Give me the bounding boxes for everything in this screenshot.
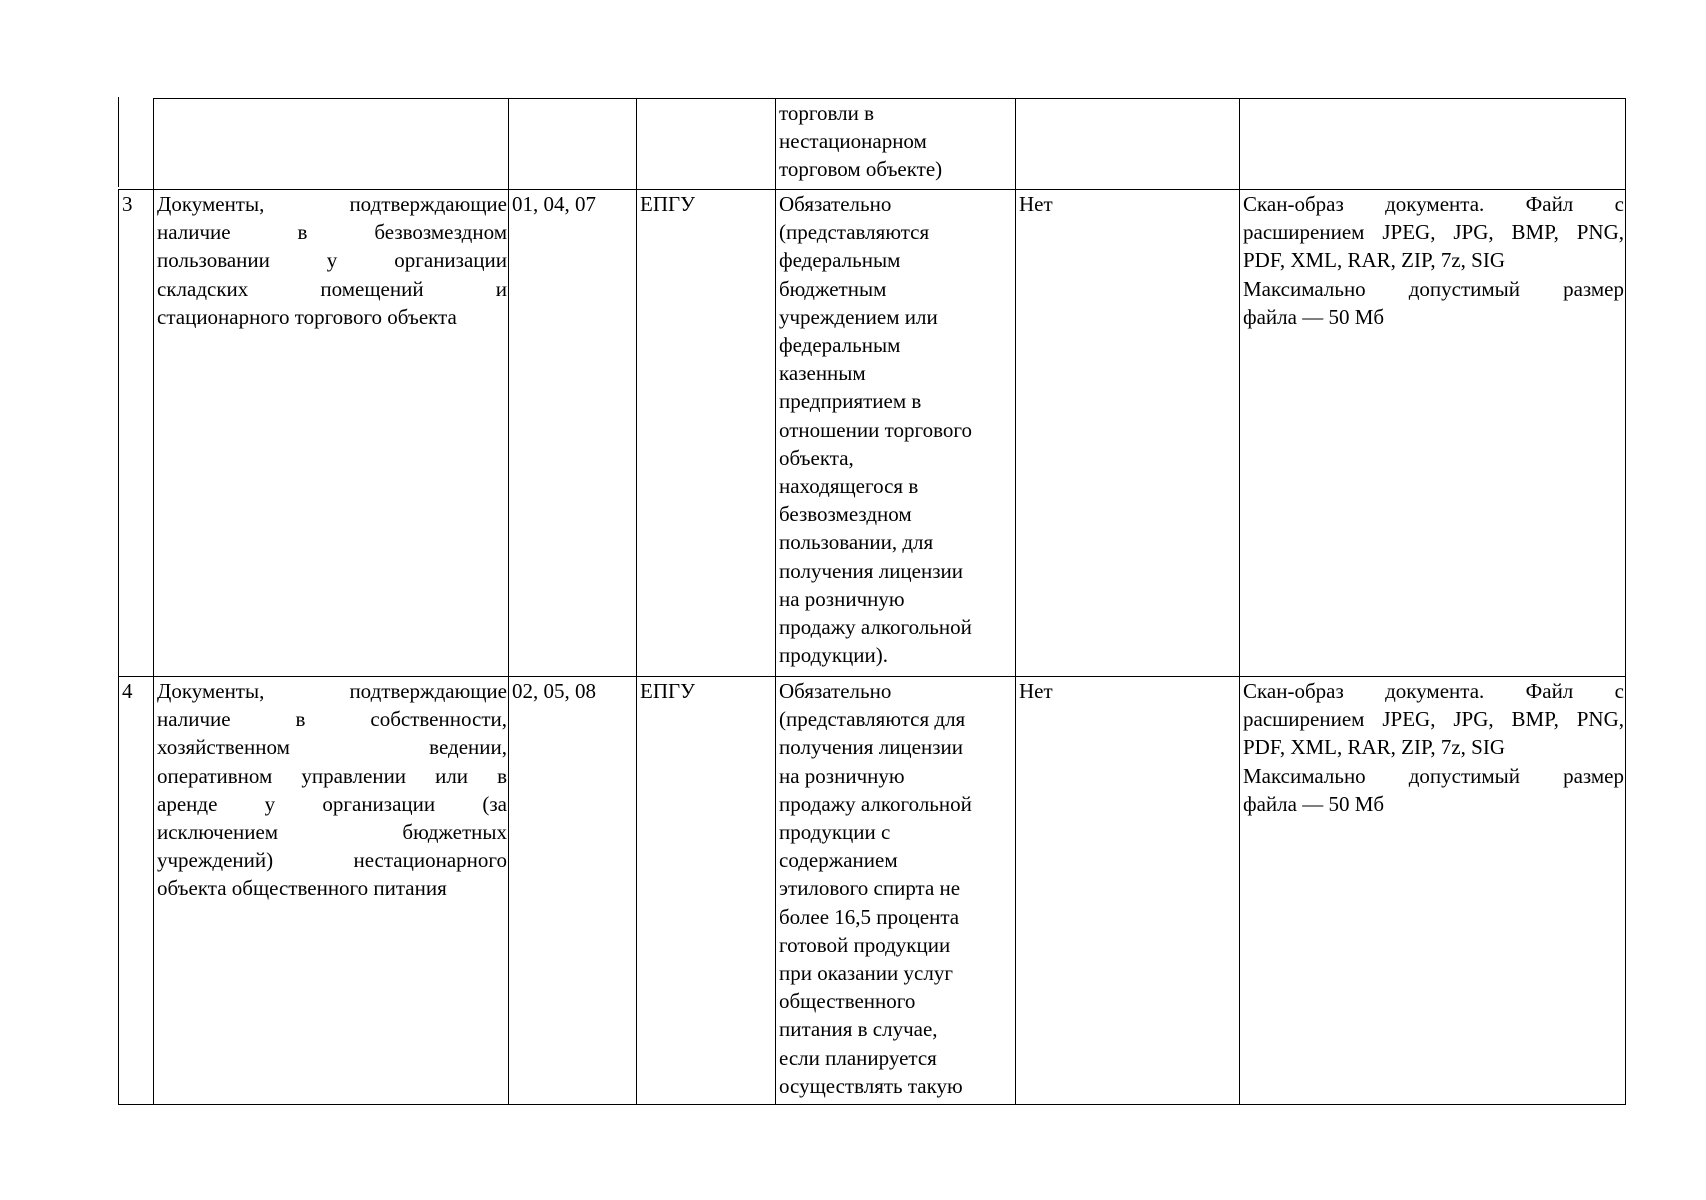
row-number-cell: 3: [119, 190, 154, 677]
format-line: PDF, XML, RAR, ZIP, 7z, SIG: [1243, 248, 1506, 273]
requirement-cell: [776, 190, 1016, 677]
requirement-cell: [776, 677, 1016, 1105]
requirement-line: продукции с: [779, 820, 891, 845]
requirement-line: находящегося в: [779, 474, 919, 499]
document-line: наличие в безвозмездном: [157, 220, 507, 245]
requirement-line: продажу алкогольной: [779, 791, 972, 816]
requirement-line: казенным: [779, 361, 866, 386]
document-line: объекта общественного питания: [157, 876, 447, 901]
format-line: расширением JPEG, JPG, BMP, PNG,: [1243, 220, 1624, 245]
document-line: хозяйственном ведении,: [157, 735, 507, 760]
requirement-line: предприятием в: [779, 389, 922, 414]
requirement-line: общественного: [779, 989, 916, 1014]
codes-cell: 01, 04, 07: [509, 190, 637, 677]
requirement-line: отношении торгового: [779, 417, 972, 442]
document-line: Документы, подтверждающие: [157, 679, 507, 703]
requirement-line: готовой продукции: [779, 932, 951, 957]
requirement-line: более 16,5 процента: [779, 904, 960, 929]
row-number-cell: [119, 99, 154, 190]
document-line: наличие в собственности,: [157, 707, 507, 732]
format-line: Максимально допустимый размер: [1243, 763, 1624, 788]
requirement-line: продукции).: [779, 643, 888, 668]
requirement-line: продажу алкогольной: [779, 615, 972, 640]
flag-cell: [1016, 99, 1240, 190]
requirement-line: (представляются для: [779, 707, 966, 732]
requirement-line: получения лицензии: [779, 558, 963, 583]
format-line: файла — 50 Мб: [1243, 791, 1385, 816]
format-line: PDF, XML, RAR, ZIP, 7z, SIG: [1243, 735, 1506, 760]
requirement-line: Обязательно: [779, 192, 892, 216]
requirement-line: Обязательно: [779, 679, 892, 703]
requirement-line: содержанием: [779, 848, 898, 873]
codes-cell: 02, 05, 08: [509, 677, 637, 1105]
document-line: пользовании у организации: [157, 248, 507, 273]
table-row-3: [119, 190, 1626, 677]
table-row-continuation: [119, 99, 1626, 190]
source-cell: ЕПГУ: [637, 677, 776, 1105]
format-line: Скан-образ документа. Файл с: [1243, 679, 1624, 703]
format-cell: [1240, 99, 1626, 190]
flag-cell: Нет: [1016, 190, 1240, 677]
table-row-4: [119, 677, 1626, 1105]
document-line: складских помещений и: [157, 276, 507, 301]
requirement-line: торговом объекте): [779, 157, 943, 182]
requirement-line: на розничную: [779, 586, 905, 611]
document-name-cell: [154, 677, 509, 1105]
document-line: Документы, подтверждающие: [157, 192, 507, 216]
format-line: Скан-образ документа. Файл с: [1243, 192, 1624, 216]
codes-cell: [509, 99, 637, 190]
requirement-line: федеральным: [779, 333, 901, 358]
documents-table: [118, 98, 1626, 1105]
document-line: оперативном управлении или в: [157, 763, 507, 788]
requirement-cell: [776, 99, 1016, 190]
document-line: стационарного торгового объекта: [157, 304, 457, 329]
requirement-line: на розничную: [779, 763, 905, 788]
requirement-line: если планируется: [779, 1045, 937, 1070]
requirement-line: (представляются: [779, 220, 930, 245]
format-line: файла — 50 Мб: [1243, 304, 1385, 329]
requirement-line: питания в случае,: [779, 1017, 938, 1042]
document-name-cell: [154, 99, 509, 190]
flag-cell: Нет: [1016, 677, 1240, 1105]
requirement-line: осуществлять такую: [779, 1073, 963, 1098]
requirement-line: пользовании, для: [779, 530, 934, 555]
document-line: исключением бюджетных: [157, 820, 507, 845]
format-line: расширением JPEG, JPG, BMP, PNG,: [1243, 707, 1624, 732]
source-cell: [637, 99, 776, 190]
requirement-line: получения лицензии: [779, 735, 963, 760]
format-line: Максимально допустимый размер: [1243, 276, 1624, 301]
document-line: учреждений) нестационарного: [157, 848, 507, 873]
document-line: аренде у организации (за: [157, 791, 507, 816]
row-number-cell: 4: [119, 677, 154, 1105]
format-cell: [1240, 677, 1626, 1105]
requirement-line: торговли в: [779, 101, 875, 125]
requirement-line: этилового спирта не: [779, 876, 961, 901]
format-cell: [1240, 190, 1626, 677]
source-cell: ЕПГУ: [637, 190, 776, 677]
requirement-line: учреждением или: [779, 304, 938, 329]
requirement-line: безвозмездном: [779, 502, 912, 527]
requirement-line: федеральным: [779, 248, 901, 273]
document-name-cell: [154, 190, 509, 677]
requirement-line: при оказании услуг: [779, 961, 953, 986]
requirement-line: бюджетным: [779, 276, 887, 301]
requirement-line: объекта,: [779, 445, 854, 470]
requirement-line: нестационарном: [779, 129, 927, 154]
